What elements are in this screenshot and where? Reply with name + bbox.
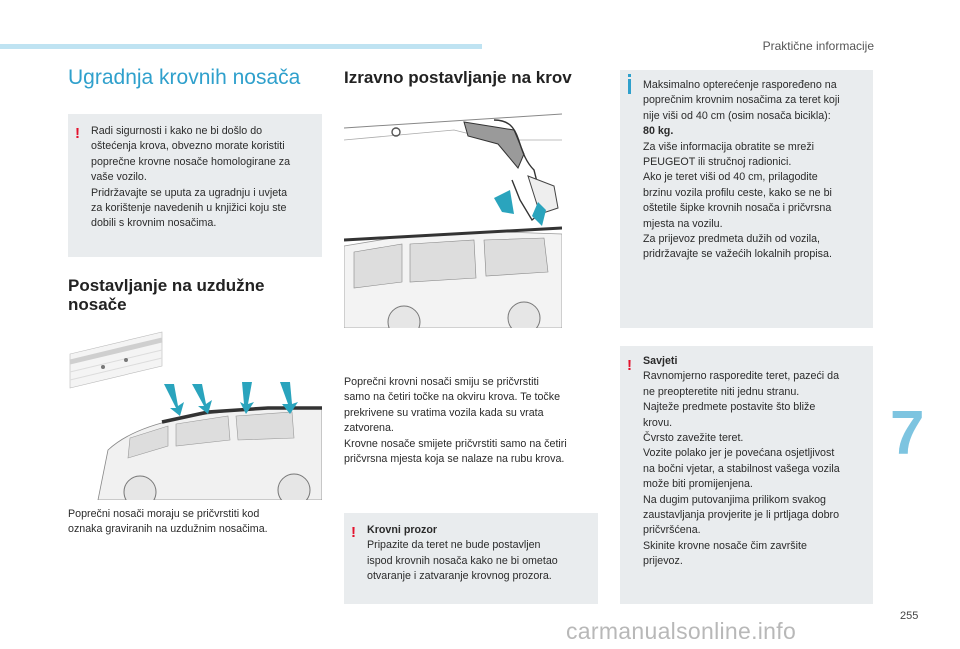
car-side-view [98,408,322,500]
watermark: carmanualsonline.info [566,618,797,644]
section-title-direct-roof: Izravno postavljanje na krov [344,68,572,87]
sunroof-warning-text: Krovni prozor Pripazite da teret ne bude postavljen ispod krovnih nosača kako ne bi ometao otvaranje i zatvaranje krovnog prozora. [367,524,558,583]
middle-paragraph: Poprečni krovni nosači smiju se pričvrstiti samo na četiri točke na okviru krova. Te točke prekrivene su vratima vozila kada su vrata zatvorena. Krovne nosače smijete pričvrstiti samo na četiri pričvrsna mjesta koja se nalaze na rubu krova. [344,376,567,466]
roof-mount-detail-illustration [344,110,562,228]
sunroof-warning-box [344,513,598,604]
rail-detail [70,332,162,388]
section-header: Praktične informacije [762,39,874,53]
left-caption: Poprečni nosači moraju se pričvrstiti kod oznaka graviranih na uzdužnim nosačima. [68,508,268,536]
page-title: Ugradnja krovnih nosača [68,66,301,89]
left-warning-text: Radi sigurnosti i kako ne bi došlo do oštećenja krova, obvezno morate koristiti poprečne krovne nosače homologirane za vaše vozilo. Pridržavajte se uputa za ugradnju i uvjeta za korištenje navedenih u knjižici koju ste dobili s krovnim nosačima. [91,125,291,230]
chapter-number: 7 [890,399,925,468]
tips-text: Savjeti Ravnomjerno rasporedite teret, pazeći da ne preopteretite niti jednu stranu. Najteže predmete postavite što bliže krovu. Čvrsto zavežite teret. Vozite polako jer je povećana osjetljivost na bočni vjetar, a stabilnost vašega vozila može biti promijenjena. Na dugim putovanjima prilikom svakog zaustavljanja provjerite je li prtljaga dobro pričvršćena. Skinite krovne nosače čim završite prijevoz. [643,355,840,568]
header-accent-bar [0,44,482,49]
warning-exclamation-icon: ! [351,524,356,541]
info-icon [628,79,631,94]
load-info-text: Maksimalno opterećenje raspoređeno na poprečnim krovnim nosačima za teret koji nije viši od 40 cm (osim nosača bicikla): 80 kg. Za više informacija obratite se mreži PEUGEOT ili stručnoj radionici. Ako je teret viši od 40 cm, prilagodite brzinu vozila profilu ceste, kako se ne bi oštetile šipke krovnih nosača i pričvrsna mjesta na vozilu. Za prijevoz predmeta dužih od vozila, pridržavajte se važećih lokalnih propisa. [643,79,840,261]
tips-box [620,346,873,604]
page-number: 255 [900,610,919,622]
left-warning-box [68,114,322,257]
section-title-rails: Postavljanje na uzdužne nosače [68,276,265,314]
car-door-frame-illustration [344,226,562,328]
load-info-box [620,70,873,328]
warning-exclamation-icon: ! [627,357,632,374]
warning-exclamation-icon: ! [75,125,80,142]
roof-rail-illustration [68,322,322,500]
